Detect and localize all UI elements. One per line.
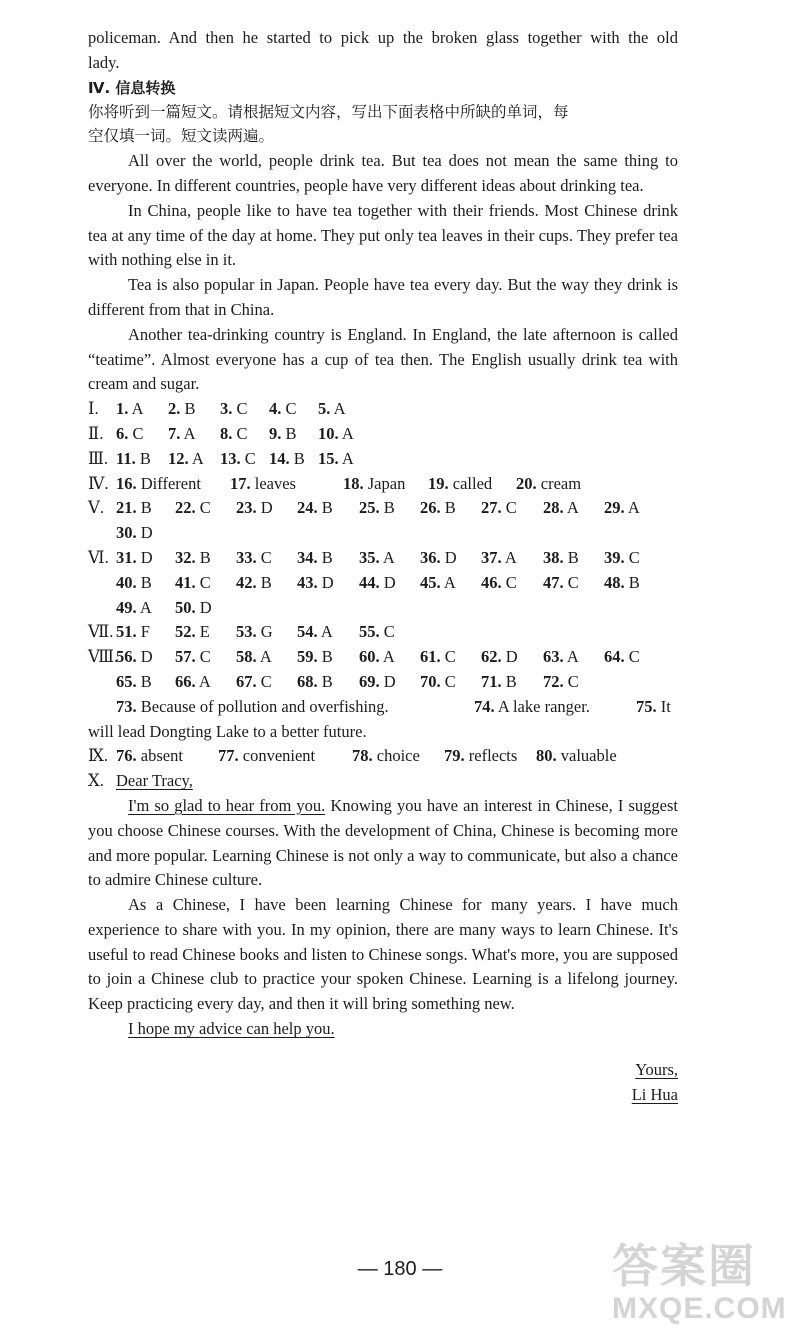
- answer-item: 54. A: [297, 622, 333, 642]
- watermark-logo: 答案圈: [612, 1239, 756, 1293]
- answer-item: 10. A: [318, 423, 354, 443]
- letter-sign-off: Yours,: [635, 1059, 678, 1079]
- answer-item: 46. C: [481, 572, 517, 592]
- answer-item: 59. B: [297, 647, 333, 667]
- answer-item: 1. A: [116, 399, 144, 419]
- answer-item: 57. C: [175, 647, 211, 667]
- answer-page: [88, 26, 678, 1107]
- answer-item: 53. G: [236, 622, 273, 642]
- answer-item: 58. A: [236, 647, 272, 667]
- answer-item: 55. C: [359, 622, 395, 642]
- roman-label: Ⅴ.: [88, 498, 105, 518]
- roman-label: Ⅱ.: [88, 423, 104, 443]
- roman-label: Ⅶ.: [88, 622, 114, 642]
- answer-item: 22. C: [175, 498, 211, 518]
- answer-item: 33. C: [236, 547, 272, 567]
- answer-item: 76. absent: [116, 746, 183, 766]
- answer-item: 79. reflects: [444, 746, 518, 766]
- section-4-title: Ⅳ. 信息转换: [88, 78, 176, 97]
- answer-item: 61. C: [420, 647, 456, 667]
- answer-item: 16. Different: [116, 473, 201, 493]
- answer-row: [88, 596, 678, 621]
- answer-item: 70. C: [420, 671, 456, 691]
- answer-row: [88, 645, 678, 670]
- roman-label: Ⅷ.: [88, 647, 119, 667]
- answer-item: 37. A: [481, 547, 517, 567]
- roman-label: Ⅵ.: [88, 547, 109, 567]
- answer-item: 4. C: [269, 399, 297, 419]
- answer-item: 21. B: [116, 498, 152, 518]
- answer-row: [88, 422, 678, 447]
- answer-item: 69. D: [359, 671, 396, 691]
- answer-item: 3. C: [220, 399, 248, 419]
- passage-paragraph: All over the world, people drink tea. But tea does not mean the same thing to everyone. In different countries, people have very different ideas about drinking tea.: [88, 151, 678, 195]
- answer-item: 48. B: [604, 572, 640, 592]
- answer-item: 36. D: [420, 547, 457, 567]
- roman-label: Ⅰ.: [88, 399, 99, 419]
- answer-row: [88, 670, 678, 695]
- answer-item: 18. Japan: [343, 473, 406, 493]
- answer-item: 29. A: [604, 498, 640, 518]
- answer-item: 24. B: [297, 498, 333, 518]
- answer-item: 2. B: [168, 399, 196, 419]
- section-4-instruction-1: 你将听到一篇短文。请根据短文内容，写出下面表格中所缺的单词，每: [88, 102, 569, 121]
- answer-75: 75. It: [636, 696, 671, 716]
- roman-label: Ⅲ.: [88, 448, 109, 468]
- letter-signature: Li Hua: [631, 1084, 678, 1104]
- answer-row: [88, 496, 678, 521]
- answer-item: 14. B: [269, 448, 305, 468]
- answer-item: 72. C: [543, 671, 579, 691]
- answer-row: [88, 472, 678, 497]
- letter-paragraph-1: I'm so glad to hear from you. Knowing you have an interest in Chinese, I suggest you choose Chinese courses. With the development of China, Chinese is becoming more and more popular. Learning Chinese is not only a way to communicate, but also a chance to admire Chinese culture.: [88, 795, 678, 890]
- letter-body: [88, 794, 678, 1042]
- section-10-header: [88, 769, 678, 794]
- answer-item: 67. C: [236, 671, 272, 691]
- answer-item: 6. C: [116, 423, 144, 443]
- answer-key: [88, 397, 678, 769]
- answer-row: [88, 571, 678, 596]
- roman-label: Ⅹ.: [88, 771, 104, 791]
- answer-item: 50. D: [175, 597, 212, 617]
- answer-item: 68. B: [297, 671, 333, 691]
- letter-salutation: Dear Tracy,: [116, 771, 193, 791]
- answer-item: 27. C: [481, 498, 517, 518]
- answer-item: 56. D: [116, 647, 153, 667]
- passage-paragraph: Tea is also popular in Japan. People have tea every day. But the way they drink is different from that in China.: [88, 275, 678, 319]
- answer-item: 11. B: [116, 448, 151, 468]
- page-number: — 180 —: [357, 1258, 443, 1280]
- answer-item: 43. D: [297, 572, 334, 592]
- answer-item: 8. C: [220, 423, 248, 443]
- answer-item: 34. B: [297, 547, 333, 567]
- answer-row-75-continued: will lead Dongting Lake to a better future.: [88, 721, 367, 741]
- answer-item: 44. D: [359, 572, 396, 592]
- answer-item: 13. C: [220, 448, 256, 468]
- passage-paragraph: Another tea-drinking country is England. In England, the late afternoon is called “teatime”. Almost everyone has a cup of tea then. The English usually drink tea with cream and sugar.: [88, 324, 678, 394]
- answer-item: 60. A: [359, 647, 395, 667]
- answer-row: [88, 521, 678, 546]
- answer-item: 47. C: [543, 572, 579, 592]
- answer-item: 63. A: [543, 647, 579, 667]
- answer-item: 25. B: [359, 498, 395, 518]
- answer-item: 40. B: [116, 572, 152, 592]
- answer-row: [88, 620, 678, 645]
- answer-item: 7. A: [168, 423, 196, 443]
- section-4-instruction-2: 空仅填一词。短文读两遍。: [88, 127, 275, 146]
- roman-label: Ⅳ.: [88, 473, 109, 493]
- answer-item: 71. B: [481, 671, 517, 691]
- answer-row: [88, 546, 678, 571]
- answer-item: 66. A: [175, 671, 211, 691]
- answer-row-73-75: [88, 695, 678, 720]
- answer-item: 15. A: [318, 448, 354, 468]
- answer-item: 64. C: [604, 647, 640, 667]
- answer-item: 30. D: [116, 523, 153, 543]
- answer-74: 74. A lake ranger.: [474, 696, 590, 716]
- answer-item: 78. choice: [352, 746, 420, 766]
- answer-item: 51. F: [116, 622, 150, 642]
- answer-item: 32. B: [175, 547, 211, 567]
- answer-item: 65. B: [116, 671, 152, 691]
- letter-paragraph-2: As a Chinese, I have been learning Chinese for many years. I have much experience to share with you. In my opinion, there are many ways to learn Chinese. It's useful to read Chinese books and listen to Chinese songs. What's more, you are supposed to join a Chinese club to practice your spoken Chinese. Learning is a lifelong journey. Keep practicing every day, and then it will bring something new.: [88, 895, 678, 1014]
- answer-row: [88, 397, 678, 422]
- answer-item: 12. A: [168, 448, 204, 468]
- answer-item: 39. C: [604, 547, 640, 567]
- answer-73: 73. Because of pollution and overfishing.: [116, 696, 389, 716]
- answer-item: 31. D: [116, 547, 153, 567]
- passage-paragraph: In China, people like to have tea together with their friends. Most Chinese drink tea at any time of the day at home. They put only tea leaves in their cups. They prefer tea with nothing else in it.: [88, 200, 678, 270]
- answer-item: 80. valuable: [536, 746, 617, 766]
- answer-item: 26. B: [420, 498, 456, 518]
- answer-item: 9. B: [269, 423, 297, 443]
- letter-closing: I hope my advice can help you.: [128, 1019, 335, 1039]
- answer-item: 28. A: [543, 498, 579, 518]
- answer-row: [88, 744, 678, 769]
- answer-item: 41. C: [175, 572, 211, 592]
- answer-item: 52. E: [175, 622, 210, 642]
- roman-label: Ⅸ.: [88, 746, 109, 766]
- answer-item: 38. B: [543, 547, 579, 567]
- answer-item: 5. A: [318, 399, 346, 419]
- intro-line-1: policeman. And then he started to pick up the broken glass together with the old: [88, 28, 678, 47]
- answer-item: 62. D: [481, 647, 518, 667]
- listening-passage: [88, 149, 678, 397]
- answer-item: 20. cream: [516, 473, 582, 493]
- answer-item: 35. A: [359, 547, 395, 567]
- answer-item: 23. D: [236, 498, 273, 518]
- answer-item: 17. leaves: [230, 473, 296, 493]
- intro-line-2: lady.: [88, 52, 120, 72]
- answer-item: 49. A: [116, 597, 152, 617]
- answer-item: 19. called: [428, 473, 493, 493]
- answer-item: 42. B: [236, 572, 272, 592]
- answer-item: 45. A: [420, 572, 456, 592]
- watermark-url: MXQE.COM: [612, 1292, 787, 1325]
- answer-row: [88, 447, 678, 472]
- answer-item: 77. convenient: [218, 746, 316, 766]
